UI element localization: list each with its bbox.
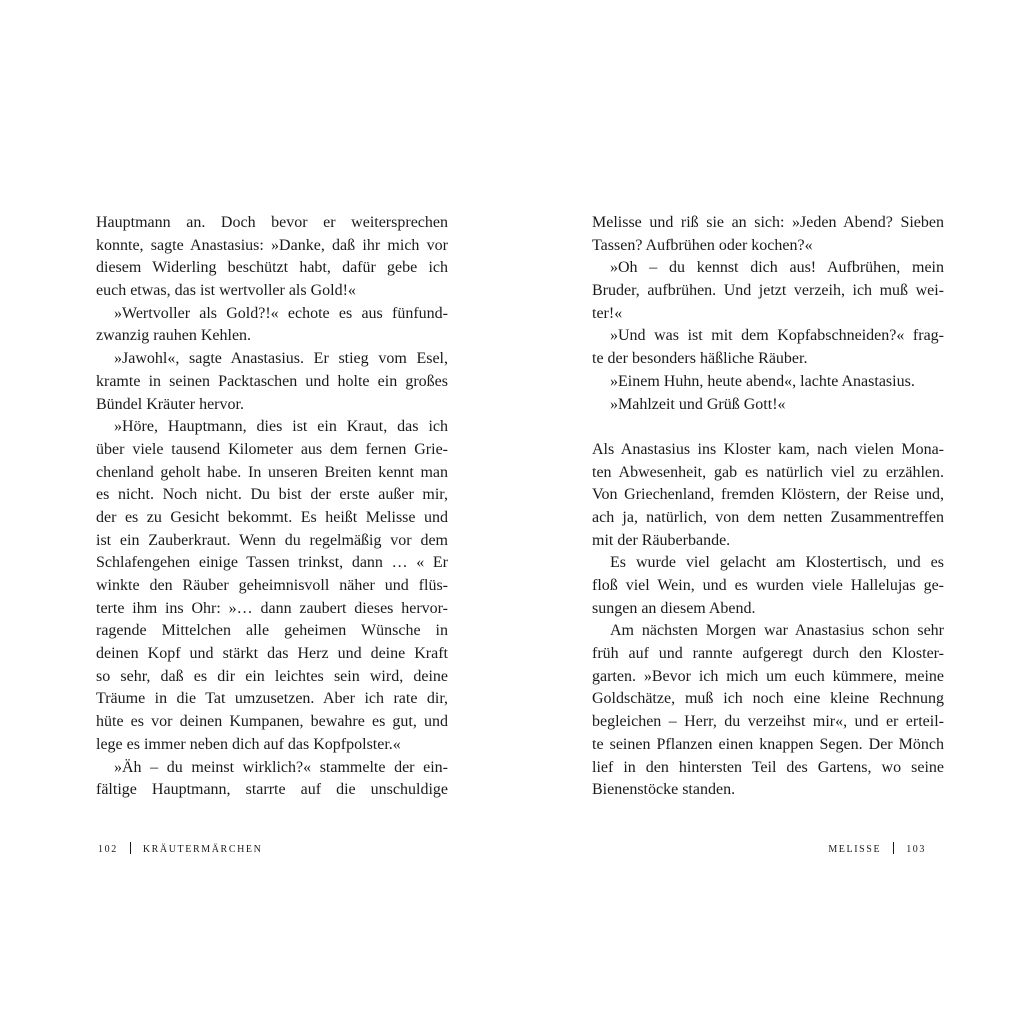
- text-line: Goldschätze, muß ich noch eine kleine Rechnung: [592, 690, 944, 708]
- text-line: zwanzig rauhen Kehlen.: [96, 327, 252, 345]
- text-line: Schlafengehen einige Tassen trinkst, dann … « Er: [96, 554, 448, 572]
- text-line: »Und was ist mit dem Kopfabschneiden?« frag-: [610, 327, 944, 345]
- text-line: »Höre, Hauptmann, dies ist ein Kraut, das ich: [114, 418, 448, 436]
- text-line: der es zu Gesicht bekommt. Es heißt Melisse und: [96, 508, 448, 526]
- text-line: ist ein Zauberkraut. Wenn du regelmäßig vor dem: [96, 531, 448, 549]
- text-line: Bündel Kräuter hervor.: [96, 395, 244, 413]
- text-line: diesem Widerling beschützt habt, dafür gebe ich: [96, 259, 448, 277]
- text-line: ten Abwesenheit, gab es natürlich viel zu erzählen.: [592, 463, 944, 481]
- text-line: »Einem Huhn, heute abend«, lachte Anastasius.: [610, 372, 915, 390]
- footer-divider: [130, 842, 131, 854]
- text-line: lief in den hintersten Teil des Gartens, wo seine: [592, 758, 944, 776]
- text-line: Tassen? Aufbrühen oder kochen?«: [592, 236, 813, 254]
- text-line: »Oh – du kennst dich aus! Aufbrühen, mein: [610, 259, 944, 277]
- text-line: terte ihm ins Ohr: »… dann zaubert dieses hervor-: [96, 599, 448, 617]
- text-line: »Jawohl«, sagte Anastasius. Er stieg vom Esel,: [114, 350, 448, 368]
- text-line: Bienenstöcke standen.: [592, 781, 736, 799]
- text-line: konnte, sagte Anastasius: »Danke, daß ihr mich vor: [96, 236, 448, 254]
- text-line: früh auf und rannte aufgeregt durch den Kloster-: [592, 645, 944, 663]
- text-line: chenland geholt habe. In unseren Breiten kennt man: [96, 463, 448, 481]
- page-number: 102: [98, 844, 118, 855]
- text-line: Als Anastasius ins Kloster kam, nach vielen Mona-: [592, 440, 944, 458]
- text-line: deinen Kopf und stärkt das Herz und deine Kraft: [96, 645, 448, 663]
- text-line: »Mahlzeit und Grüß Gott!«: [610, 395, 786, 413]
- text-line: floß viel Wein, und es wurden viele Hallelujas ge-: [592, 577, 944, 594]
- text-line: fältige Hauptmann, starrte auf die unschuldige: [96, 781, 448, 799]
- running-title: KRÄUTERMÄRCHEN: [142, 844, 263, 855]
- text-line: ach ja, natürlich, von dem netten Zusammentreffen: [592, 508, 944, 526]
- text-line: so sehr, daß es dir ein leichtes sein wird, deine: [96, 667, 448, 685]
- footer-divider: [893, 842, 894, 854]
- page-number: 103: [906, 844, 926, 855]
- text-line: Hauptmann an. Doch bevor er weitersprechen: [96, 214, 448, 231]
- text-line: Von Griechenland, fremden Klöstern, der Reise und,: [592, 486, 944, 504]
- text-line: »Äh – du meinst wirklich?« stammelte der ein-: [114, 758, 448, 776]
- text-line: lege es immer neben dich auf das Kopfpolster.«: [96, 735, 401, 753]
- left-page-text: [96, 212, 448, 802]
- right-page-footer: [828, 842, 926, 857]
- text-line: te der besonders häßliche Räuber.: [592, 350, 808, 368]
- left-page-footer: [98, 842, 262, 857]
- text-line: begleichen – Herr, du verzeihst mir«, und er erteil-: [592, 713, 944, 731]
- text-line: Bruder, aufbrühen. Und jetzt verzeih, ich muß wei-: [592, 282, 944, 300]
- text-line: kramte in seinen Packtaschen und holte ein großes: [96, 372, 448, 390]
- text-line: es nicht. Noch nicht. Du bist der erste außer mir,: [96, 486, 448, 504]
- text-line: mit der Räuberbande.: [592, 531, 731, 549]
- text-line: ter!«: [592, 304, 623, 322]
- text-line: hüte es vor deinen Kumpanen, bewahre es gut, und: [96, 713, 448, 731]
- text-line: euch etwas, das ist wertvoller als Gold!«: [96, 282, 356, 300]
- text-line: te seinen Pflanzen einen knappen Segen. Der Mönch: [592, 735, 944, 753]
- text-line: ragende Mittelchen alle geheimen Wünsche in: [96, 622, 448, 640]
- text-line: Am nächsten Morgen war Anastasius schon sehr: [610, 622, 944, 640]
- text-line: »Wertvoller als Gold?!« echote es aus fünfund-: [114, 304, 448, 322]
- text-line: Melisse und riß sie an sich: »Jeden Abend? Sieben: [592, 214, 944, 231]
- text-line: sungen an diesem Abend.: [592, 599, 756, 617]
- text-line: winkte den Räuber geheimnisvoll näher und flüs-: [96, 577, 448, 594]
- right-page-text: [592, 212, 944, 802]
- text-line: über viele tausend Kilometer aus dem fernen Grie-: [96, 440, 448, 458]
- text-line: Träume in die Tat umzusetzen. Aber ich rate dir,: [96, 690, 448, 708]
- running-title: MELISSE: [828, 844, 882, 855]
- text-line: garten. »Bevor ich mich um euch kümmere, meine: [592, 667, 944, 685]
- text-line: Es wurde viel gelacht am Klostertisch, und es: [610, 554, 944, 572]
